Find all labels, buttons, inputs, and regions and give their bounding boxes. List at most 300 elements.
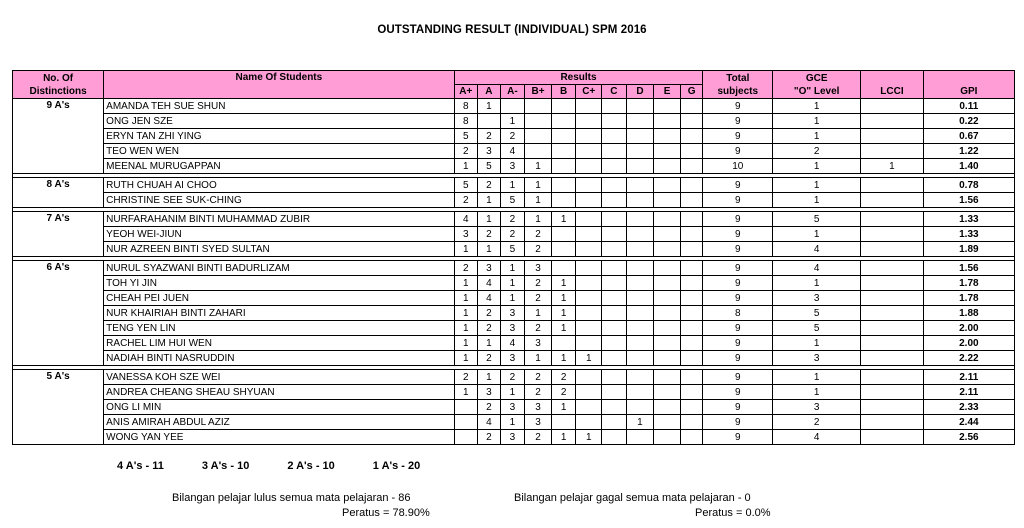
summary-count: 2 A's - 10 bbox=[287, 460, 335, 472]
student-name: CHEAH PEI JUEN bbox=[104, 291, 454, 306]
total-subjects: 9 bbox=[703, 242, 773, 257]
grade-count: 3 bbox=[525, 415, 552, 430]
page-title: OUTSTANDING RESULT (INDIVIDUAL) SPM 2016 bbox=[377, 24, 647, 36]
grade-count bbox=[626, 114, 654, 129]
grade-count: 5 bbox=[500, 193, 525, 208]
grade-count bbox=[551, 178, 576, 193]
header-grade-d: D bbox=[626, 85, 654, 99]
grade-count: 1 bbox=[500, 276, 525, 291]
header-grade-e: E bbox=[654, 85, 681, 99]
total-subjects: 9 bbox=[703, 178, 773, 193]
header-grade-cplus: C+ bbox=[576, 85, 602, 99]
grade-count bbox=[576, 212, 602, 227]
table-row bbox=[13, 400, 1015, 415]
student-name: TENG YEN LIN bbox=[104, 321, 454, 336]
total-subjects: 9 bbox=[703, 212, 773, 227]
header-lcci: LCCI bbox=[861, 71, 923, 99]
grade-count: 1 bbox=[576, 430, 602, 445]
gce-o-level: 2 bbox=[773, 144, 861, 159]
table-body bbox=[13, 99, 1015, 445]
table-row bbox=[13, 321, 1015, 336]
grade-count: 8 bbox=[454, 99, 478, 114]
gce-o-level: 1 bbox=[773, 336, 861, 351]
grade-count: 1 bbox=[551, 400, 576, 415]
grade-count bbox=[654, 178, 681, 193]
total-subjects: 9 bbox=[703, 291, 773, 306]
gce-o-level: 1 bbox=[773, 159, 861, 174]
grade-count bbox=[602, 306, 627, 321]
header-distinctions: No. Of Distinctions bbox=[13, 71, 104, 99]
grade-count: 1 bbox=[576, 351, 602, 366]
grade-count bbox=[626, 242, 654, 257]
grade-count bbox=[626, 370, 654, 385]
grade-count: 1 bbox=[478, 193, 501, 208]
grade-count bbox=[680, 321, 703, 336]
gpi-value: 2.11 bbox=[923, 385, 1014, 400]
table-row bbox=[13, 415, 1015, 430]
grade-count bbox=[525, 114, 552, 129]
lcci bbox=[861, 321, 923, 336]
grade-count bbox=[626, 321, 654, 336]
grade-count: 2 bbox=[478, 129, 501, 144]
grade-count bbox=[654, 291, 681, 306]
grade-count bbox=[680, 261, 703, 276]
distinction-group-label: 5 A's bbox=[13, 370, 104, 445]
grade-count bbox=[576, 193, 602, 208]
table-row bbox=[13, 261, 1015, 276]
grade-count bbox=[602, 370, 627, 385]
grade-count bbox=[680, 276, 703, 291]
grade-count bbox=[576, 415, 602, 430]
total-subjects: 9 bbox=[703, 321, 773, 336]
lcci bbox=[861, 385, 923, 400]
table-row bbox=[13, 129, 1015, 144]
grade-count: 2 bbox=[478, 306, 501, 321]
total-subjects: 9 bbox=[703, 261, 773, 276]
grade-count: 2 bbox=[478, 400, 501, 415]
grade-count bbox=[654, 144, 681, 159]
grade-count bbox=[576, 261, 602, 276]
grade-count: 4 bbox=[500, 336, 525, 351]
grade-count bbox=[680, 336, 703, 351]
table-row bbox=[13, 144, 1015, 159]
grade-count: 3 bbox=[478, 144, 501, 159]
lcci bbox=[861, 242, 923, 257]
grade-count: 3 bbox=[525, 400, 552, 415]
student-name: NADIAH BINTI NASRUDDIN bbox=[104, 351, 454, 366]
grade-count: 5 bbox=[478, 159, 501, 174]
grade-count: 2 bbox=[454, 193, 478, 208]
grade-count bbox=[626, 336, 654, 351]
grade-count bbox=[602, 178, 627, 193]
grade-count: 1 bbox=[454, 291, 478, 306]
grade-count bbox=[576, 178, 602, 193]
grade-count bbox=[626, 306, 654, 321]
header-grade-b: B bbox=[551, 85, 576, 99]
grade-count: 2 bbox=[525, 276, 552, 291]
distinction-summary bbox=[117, 460, 458, 472]
lcci bbox=[861, 351, 923, 366]
grade-count bbox=[680, 306, 703, 321]
grade-count bbox=[454, 430, 478, 445]
lcci bbox=[861, 212, 923, 227]
grade-count bbox=[576, 159, 602, 174]
gce-o-level: 5 bbox=[773, 306, 861, 321]
student-name: ERYN TAN ZHI YING bbox=[104, 129, 454, 144]
grade-count bbox=[576, 114, 602, 129]
grade-count bbox=[525, 144, 552, 159]
grade-count bbox=[680, 114, 703, 129]
grade-count bbox=[626, 430, 654, 445]
gce-o-level: 3 bbox=[773, 291, 861, 306]
table-row bbox=[13, 291, 1015, 306]
grade-count bbox=[576, 129, 602, 144]
gpi-value: 2.44 bbox=[923, 415, 1014, 430]
grade-count bbox=[654, 385, 681, 400]
grade-count bbox=[680, 385, 703, 400]
grade-count bbox=[602, 242, 627, 257]
grade-count: 2 bbox=[500, 227, 525, 242]
grade-count bbox=[602, 261, 627, 276]
gce-o-level: 1 bbox=[773, 193, 861, 208]
gce-o-level: 5 bbox=[773, 321, 861, 336]
grade-count: 1 bbox=[454, 276, 478, 291]
grade-count bbox=[626, 385, 654, 400]
gpi-value: 1.89 bbox=[923, 242, 1014, 257]
grade-count: 5 bbox=[454, 129, 478, 144]
grade-count: 1 bbox=[551, 306, 576, 321]
total-subjects: 9 bbox=[703, 99, 773, 114]
lcci bbox=[861, 99, 923, 114]
grade-count: 2 bbox=[551, 370, 576, 385]
total-subjects: 9 bbox=[703, 276, 773, 291]
grade-count bbox=[576, 99, 602, 114]
fail-all-stat: Bilangan pelajar gagal semua mata pelajaran - 0 bbox=[514, 492, 751, 504]
header-grade-a: A bbox=[478, 85, 501, 99]
gpi-value: 2.11 bbox=[923, 370, 1014, 385]
header-grade-aminus: A- bbox=[500, 85, 525, 99]
student-name: WONG YAN YEE bbox=[104, 430, 454, 445]
grade-count: 1 bbox=[500, 114, 525, 129]
lcci bbox=[861, 144, 923, 159]
grade-count: 1 bbox=[525, 306, 552, 321]
grade-count bbox=[654, 261, 681, 276]
grade-count: 2 bbox=[500, 129, 525, 144]
grade-count bbox=[680, 212, 703, 227]
grade-count bbox=[654, 306, 681, 321]
grade-count bbox=[602, 400, 627, 415]
grade-count bbox=[626, 144, 654, 159]
grade-count bbox=[680, 370, 703, 385]
grade-count: 2 bbox=[525, 430, 552, 445]
total-subjects: 9 bbox=[703, 129, 773, 144]
grade-count bbox=[654, 415, 681, 430]
grade-count bbox=[551, 336, 576, 351]
grade-count bbox=[680, 193, 703, 208]
grade-count bbox=[576, 242, 602, 257]
gpi-value: 0.78 bbox=[923, 178, 1014, 193]
total-subjects: 9 bbox=[703, 144, 773, 159]
lcci bbox=[861, 400, 923, 415]
grade-count: 1 bbox=[500, 385, 525, 400]
gce-o-level: 1 bbox=[773, 276, 861, 291]
grade-count bbox=[551, 129, 576, 144]
table-row bbox=[13, 336, 1015, 351]
grade-count: 2 bbox=[478, 227, 501, 242]
grade-count bbox=[478, 114, 501, 129]
student-name: ANDREA CHEANG SHEAU SHYUAN bbox=[104, 385, 454, 400]
grade-count bbox=[576, 400, 602, 415]
grade-count: 1 bbox=[525, 193, 552, 208]
lcci bbox=[861, 415, 923, 430]
grade-count: 1 bbox=[551, 212, 576, 227]
grade-count bbox=[576, 370, 602, 385]
grade-count bbox=[602, 193, 627, 208]
table-row bbox=[13, 385, 1015, 400]
grade-count: 2 bbox=[525, 242, 552, 257]
grade-count bbox=[680, 400, 703, 415]
grade-count bbox=[654, 400, 681, 415]
header-gpi: GPI bbox=[923, 71, 1014, 99]
student-name: NURUL SYAZWANI BINTI BADURLIZAM bbox=[104, 261, 454, 276]
grade-count: 1 bbox=[454, 351, 478, 366]
grade-count bbox=[551, 99, 576, 114]
grade-count: 2 bbox=[500, 370, 525, 385]
grade-count bbox=[551, 144, 576, 159]
grade-count bbox=[626, 193, 654, 208]
grade-count bbox=[576, 291, 602, 306]
total-subjects: 9 bbox=[703, 193, 773, 208]
total-subjects: 9 bbox=[703, 385, 773, 400]
grade-count: 1 bbox=[525, 212, 552, 227]
total-subjects: 8 bbox=[703, 306, 773, 321]
grade-count bbox=[626, 227, 654, 242]
lcci bbox=[861, 276, 923, 291]
student-name: AMANDA TEH SUE SHUN bbox=[104, 99, 454, 114]
grade-count bbox=[654, 430, 681, 445]
distinction-group-label: 8 A's bbox=[13, 178, 104, 208]
gpi-value: 1.78 bbox=[923, 291, 1014, 306]
student-name: RACHEL LIM HUI WEN bbox=[104, 336, 454, 351]
grade-count: 1 bbox=[525, 351, 552, 366]
student-name: RUTH CHUAH AI CHOO bbox=[104, 178, 454, 193]
total-subjects: 9 bbox=[703, 227, 773, 242]
table-row bbox=[13, 193, 1015, 208]
grade-count: 1 bbox=[551, 276, 576, 291]
grade-count bbox=[602, 430, 627, 445]
grade-count: 4 bbox=[478, 291, 501, 306]
grade-count: 2 bbox=[454, 144, 478, 159]
grade-count: 1 bbox=[500, 415, 525, 430]
grade-count: 1 bbox=[525, 159, 552, 174]
header-grade-g: G bbox=[680, 85, 703, 99]
grade-count bbox=[654, 193, 681, 208]
gce-o-level: 2 bbox=[773, 415, 861, 430]
grade-count bbox=[602, 351, 627, 366]
grade-count bbox=[551, 193, 576, 208]
student-name: ONG JEN SZE bbox=[104, 114, 454, 129]
student-name: YEOH WEI-JIUN bbox=[104, 227, 454, 242]
grade-count bbox=[454, 400, 478, 415]
total-subjects: 9 bbox=[703, 114, 773, 129]
grade-count: 3 bbox=[478, 261, 501, 276]
grade-count bbox=[576, 306, 602, 321]
grade-count: 2 bbox=[478, 178, 501, 193]
student-name: CHRISTINE SEE SUK-CHING bbox=[104, 193, 454, 208]
grade-count bbox=[654, 276, 681, 291]
grade-count bbox=[654, 114, 681, 129]
lcci bbox=[861, 306, 923, 321]
grade-count: 3 bbox=[500, 351, 525, 366]
grade-count: 1 bbox=[478, 370, 501, 385]
grade-count bbox=[454, 415, 478, 430]
grade-count bbox=[602, 99, 627, 114]
grade-count: 4 bbox=[478, 415, 501, 430]
grade-count bbox=[680, 159, 703, 174]
gce-o-level: 1 bbox=[773, 178, 861, 193]
grade-count bbox=[602, 336, 627, 351]
grade-count bbox=[626, 400, 654, 415]
grade-count bbox=[602, 159, 627, 174]
gce-o-level: 1 bbox=[773, 227, 861, 242]
table-row bbox=[13, 242, 1015, 257]
header-results: Results bbox=[454, 71, 703, 85]
grade-count: 1 bbox=[500, 291, 525, 306]
lcci bbox=[861, 178, 923, 193]
grade-count: 8 bbox=[454, 114, 478, 129]
distinction-group-label: 7 A's bbox=[13, 212, 104, 257]
grade-count bbox=[551, 261, 576, 276]
gce-o-level: 4 bbox=[773, 430, 861, 445]
header-grade-c: C bbox=[602, 85, 627, 99]
grade-count: 1 bbox=[454, 336, 478, 351]
gce-o-level: 1 bbox=[773, 114, 861, 129]
student-name: NURFARAHANIM BINTI MUHAMMAD ZUBIR bbox=[104, 212, 454, 227]
grade-count: 1 bbox=[454, 242, 478, 257]
gpi-value: 1.40 bbox=[923, 159, 1014, 174]
total-subjects: 9 bbox=[703, 370, 773, 385]
grade-count: 1 bbox=[551, 430, 576, 445]
grade-count: 5 bbox=[500, 242, 525, 257]
grade-count bbox=[626, 291, 654, 306]
grade-count bbox=[680, 99, 703, 114]
grade-count: 2 bbox=[525, 385, 552, 400]
grade-count bbox=[654, 336, 681, 351]
gpi-value: 1.88 bbox=[923, 306, 1014, 321]
grade-count bbox=[551, 159, 576, 174]
grade-count: 1 bbox=[454, 321, 478, 336]
grade-count: 1 bbox=[500, 178, 525, 193]
grade-count: 1 bbox=[478, 99, 501, 114]
table-row bbox=[13, 351, 1015, 366]
distinction-group-label: 6 A's bbox=[13, 261, 104, 366]
grade-count bbox=[654, 227, 681, 242]
grade-count bbox=[602, 385, 627, 400]
grade-count bbox=[602, 114, 627, 129]
gpi-value: 2.56 bbox=[923, 430, 1014, 445]
lcci bbox=[861, 227, 923, 242]
grade-count bbox=[602, 415, 627, 430]
lcci bbox=[861, 370, 923, 385]
grade-count bbox=[602, 144, 627, 159]
header-grade-bplus: B+ bbox=[525, 85, 552, 99]
lcci bbox=[861, 129, 923, 144]
pass-percentage: Peratus = 78.90% bbox=[342, 507, 430, 519]
lcci: 1 bbox=[861, 159, 923, 174]
grade-count: 2 bbox=[551, 385, 576, 400]
grade-count bbox=[680, 351, 703, 366]
student-name: MEENAL MURUGAPPAN bbox=[104, 159, 454, 174]
grade-count: 2 bbox=[525, 291, 552, 306]
grade-count bbox=[654, 351, 681, 366]
grade-count bbox=[602, 276, 627, 291]
grade-count: 2 bbox=[525, 227, 552, 242]
student-name: TOH YI JIN bbox=[104, 276, 454, 291]
grade-count: 1 bbox=[525, 178, 552, 193]
grade-count: 3 bbox=[500, 321, 525, 336]
grade-count bbox=[680, 178, 703, 193]
gpi-value: 2.22 bbox=[923, 351, 1014, 366]
student-name: NUR AZREEN BINTI SYED SULTAN bbox=[104, 242, 454, 257]
grade-count: 4 bbox=[478, 276, 501, 291]
table-row bbox=[13, 212, 1015, 227]
student-name: ONG LI MIN bbox=[104, 400, 454, 415]
total-subjects: 9 bbox=[703, 336, 773, 351]
grade-count: 1 bbox=[551, 351, 576, 366]
grade-count bbox=[525, 129, 552, 144]
pass-all-stat: Bilangan pelajar lulus semua mata pelajaran - 86 bbox=[172, 492, 411, 504]
grade-count: 1 bbox=[454, 159, 478, 174]
grade-count: 1 bbox=[478, 242, 501, 257]
table-row bbox=[13, 306, 1015, 321]
grade-count bbox=[576, 336, 602, 351]
grade-count: 1 bbox=[478, 336, 501, 351]
gpi-value: 0.67 bbox=[923, 129, 1014, 144]
lcci bbox=[861, 430, 923, 445]
lcci bbox=[861, 193, 923, 208]
grade-count: 3 bbox=[454, 227, 478, 242]
grade-count bbox=[626, 276, 654, 291]
total-subjects: 9 bbox=[703, 351, 773, 366]
grade-count bbox=[626, 159, 654, 174]
total-subjects: 9 bbox=[703, 430, 773, 445]
grade-count bbox=[551, 242, 576, 257]
grade-count bbox=[602, 129, 627, 144]
grade-count bbox=[680, 242, 703, 257]
gpi-value: 2.00 bbox=[923, 321, 1014, 336]
grade-count: 1 bbox=[551, 321, 576, 336]
grade-count: 3 bbox=[478, 385, 501, 400]
gpi-value: 1.78 bbox=[923, 276, 1014, 291]
grade-count bbox=[654, 212, 681, 227]
grade-count: 1 bbox=[454, 385, 478, 400]
gce-o-level: 4 bbox=[773, 261, 861, 276]
grade-count bbox=[576, 144, 602, 159]
grade-count bbox=[680, 129, 703, 144]
grade-count: 3 bbox=[500, 306, 525, 321]
grade-count: 2 bbox=[478, 430, 501, 445]
grade-count: 3 bbox=[525, 261, 552, 276]
distinction-group-label: 9 A's bbox=[13, 99, 104, 174]
table-row bbox=[13, 370, 1015, 385]
student-name: ANIS AMIRAH ABDUL AZIZ bbox=[104, 415, 454, 430]
header-total: Total subjects bbox=[703, 71, 773, 99]
gpi-value: 1.22 bbox=[923, 144, 1014, 159]
grade-count bbox=[602, 212, 627, 227]
header-grade-aplus: A+ bbox=[454, 85, 478, 99]
gce-o-level: 5 bbox=[773, 212, 861, 227]
student-name: NUR KHAIRIAH BINTI ZAHARI bbox=[104, 306, 454, 321]
